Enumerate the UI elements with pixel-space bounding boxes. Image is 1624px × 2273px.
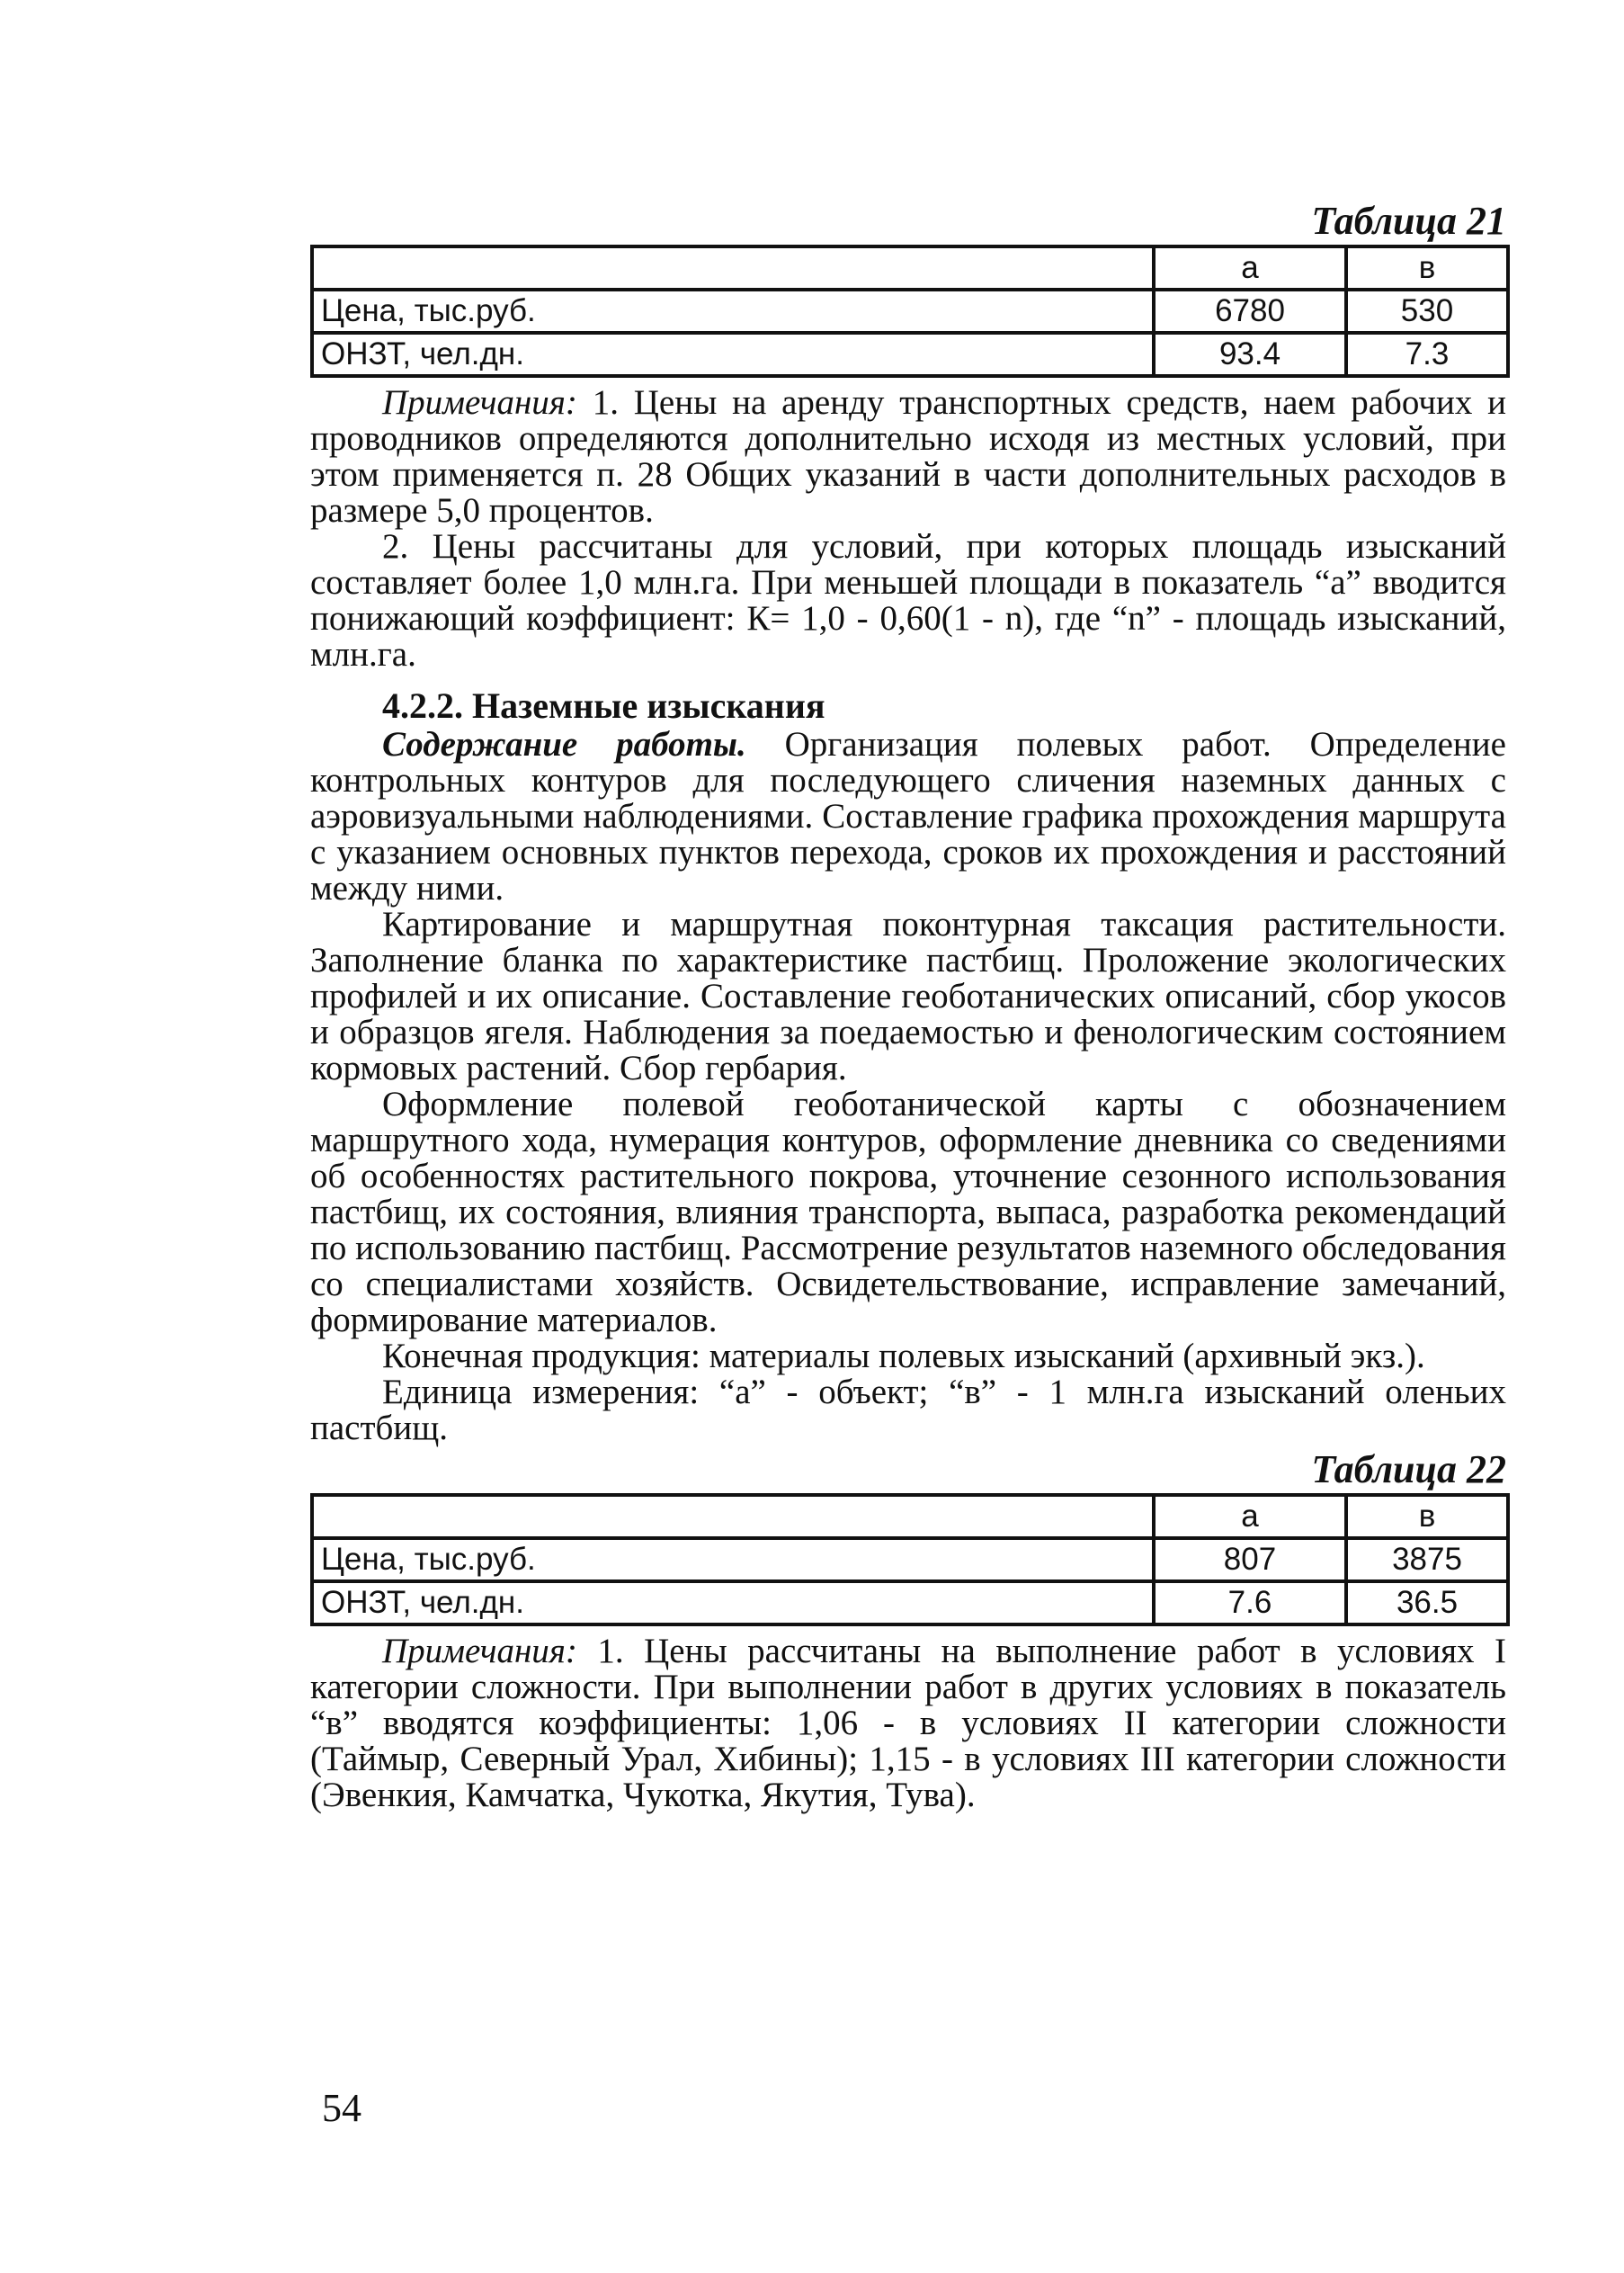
table-header-cell [312,1495,1154,1538]
table-cell: 530 [1346,290,1508,333]
notes-label: Примечания: [382,1632,577,1670]
section-paragraph [310,727,1506,907]
section-paragraph: Картирование и маршрутная поконтурная таксация растительности. Заполнение бланка по характеристике пастбищ. Проложение экологических профилей и их описание. Составление геоботанических описаний, сбор укосов и образцов ягеля. Наблюдения за поедаемостью и фенологическим состоянием кормовых растений. Сбор гербария. [310,905,1506,1087]
table-header-cell: в [1346,246,1508,290]
table-cell: 36.5 [1346,1581,1508,1624]
section-paragraph: Оформление полевой геоботанической карты с обозначением маршрутного хода, нумерация контуров, оформление дневника со сведениями об особенностях растительного покрова, уточнение сезонного использования пастбищ, их состояния, влияния транспорта, выпаса, разработка рекомендаций по использованию пастбищ. Рассмотрение результатов наземного обследования со специалистами хозяйств. Освидетельствование, исправление замечаний, формирование материалов. [310,1085,1506,1339]
notes-label: Примечания: [382,383,577,422]
table-cell: 7.3 [1346,333,1508,376]
table-header-cell: а [1154,246,1346,290]
table-row [312,1495,1508,1538]
table-22-caption: Таблица 22 [1311,1447,1506,1491]
table-cell: Цена, тыс.руб. [312,290,1154,333]
section-heading: 4.2.2. Наземные изыскания [382,685,825,726]
table-cell: ОНЗТ, чел.дн. [312,1581,1154,1624]
table-21-note-2: 2. Цены рассчитаны для условий, при которых площадь изысканий составляет более 1,0 млн.га. При меньшей площади в показатель “а” вводится понижающий коэффициент: К= 1,0 - 0,60(1 - n), где “n” - площадь изысканий, млн.га. [310,527,1506,674]
note-text: 1. Цены рассчитаны на выполнение работ в условиях I категории сложности. При выполнении работ в других условиях в показатель “в” вводятся коэффициенты: 1,06 - в условиях II категории сложности (Таймыр, Северный Урал, Хибины); 1,15 - в условиях III категории сложности (Эвенкия, Камчатка, Чукотка, Якутия, Тува). [310,1632,1506,1814]
table-header-cell [312,246,1154,290]
table-22 [310,1493,1510,1626]
note-text: 1. Цены на аренду транспортных средств, наем рабочих и проводников определяются дополнительно исходя из местных условий, при этом применяется п. 28 Общих указаний в части дополнительных расходов в размере 5,0 процентов. [310,383,1506,530]
table-cell: Цена, тыс.руб. [312,1538,1154,1581]
section-paragraph: Конечная продукция: материалы полевых изысканий (архивный экз.). [382,1337,1425,1375]
table-21-caption: Таблица 21 [1311,199,1506,243]
document-page [310,198,1506,1813]
table-header-cell: а [1154,1495,1346,1538]
table-row [312,290,1508,333]
paragraph-text: Организация полевых работ. Определение контрольных контуров для последующего сличения наземных данных с аэровизуальными наблюдениями. Составление графика прохождения маршрута с указанием основных пунктов перехода, сроков их прохождения и расстояний между ними. [310,725,1506,908]
table-row [312,1581,1508,1624]
page-number: 54 [322,2086,361,2130]
table-row [312,246,1508,290]
table-cell: 6780 [1154,290,1346,333]
table-cell: ОНЗТ, чел.дн. [312,333,1154,376]
table-cell: 7.6 [1154,1581,1346,1624]
table-21-note-1 [310,385,1506,529]
content-label: Содержание работы. [382,725,746,764]
table-22-note-1 [310,1633,1506,1813]
table-row [312,1538,1508,1581]
table-cell: 807 [1154,1538,1346,1581]
table-21 [310,245,1510,378]
section-paragraph: Единица измерения: “а” - объект; “в” - 1 млн.га изысканий оленьих пастбищ. [310,1373,1506,1447]
table-header-cell: в [1346,1495,1508,1538]
table-row [312,333,1508,376]
table-cell: 3875 [1346,1538,1508,1581]
table-cell: 93.4 [1154,333,1346,376]
